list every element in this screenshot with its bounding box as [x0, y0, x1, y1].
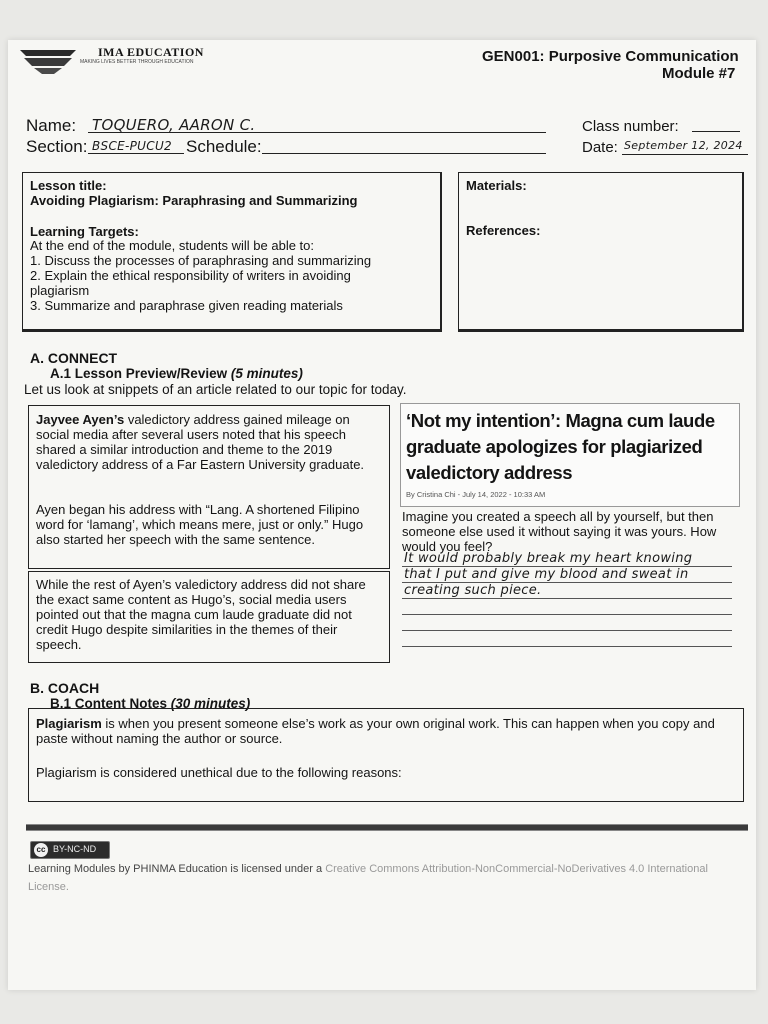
learning-target-item: 3. Summarize and paraphrase given reading materials	[30, 298, 343, 313]
article-para-2: Ayen began his address with “Lang. A shortened Filipino word for ‘lamang’, which means mere, just or only.” Hugo also started her speech with the same sentence.	[36, 502, 364, 547]
date-line	[622, 154, 748, 155]
name-field[interactable]: TOQUERO, AARON C.	[92, 116, 256, 134]
date-label: Date:	[582, 139, 618, 156]
org-name: IMA EDUCATION	[98, 45, 204, 59]
article-byline: By Cristina Chi - July 14, 2022 - 10:33 AM	[406, 490, 546, 499]
connect-heading: A. CONNECT	[30, 350, 118, 366]
learning-target-item: 1. Discuss the processes of paraphrasing and summarizing	[30, 253, 372, 268]
handwritten-answer-line[interactable]: It would probably break my heart knowing	[404, 551, 693, 566]
answer-line	[402, 646, 732, 647]
learning-targets-label: Learning Targets:	[30, 224, 139, 239]
handwritten-answer-line[interactable]: that I put and give my blood and sweat in	[404, 567, 689, 582]
section-field[interactable]: BSCE-PUCU2	[92, 139, 172, 153]
plagiarism-reasons: Plagiarism is considered unethical due to the following reasons:	[36, 765, 402, 780]
schedule-label: Schedule:	[186, 137, 262, 156]
cc-license-badge	[30, 841, 110, 859]
answer-line	[402, 630, 732, 631]
lesson-preview-time: (5 minutes)	[230, 366, 303, 381]
class-number-field[interactable]	[692, 131, 740, 132]
handwritten-answer-line[interactable]: creating such piece.	[404, 583, 542, 598]
content-notes-label: B.1 Content Notes	[50, 696, 168, 711]
license-text	[28, 860, 743, 896]
lesson-title-label: Lesson title:	[30, 178, 107, 193]
plagiarism-definition-text: is when you present someone else’s work as your own original work. This can happen when you copy and paste without naming the author or source.	[36, 716, 715, 746]
logo-emblem-icon	[18, 44, 78, 74]
article-para-1-text: valedictory address gained mileage on social media after several users noted that his speech shared a similar introduction and theme to the 2019 valedictory address of a Far Eastern University graduate.	[36, 412, 365, 472]
answer-line	[402, 598, 732, 599]
plagiarism-term: Plagiarism	[36, 716, 102, 731]
lesson-title: Avoiding Plagiarism: Paraphrasing and Summarizing	[30, 193, 358, 208]
license-text-start: Learning Modules by PHINMA Education is licensed under a	[28, 863, 323, 875]
article-para-1	[36, 412, 386, 472]
connect-intro: Let us look at snippets of an article related to our topic for today.	[24, 382, 407, 397]
person-name: Jayvee Ayen’s	[36, 412, 125, 427]
date-field[interactable]: September 12, 2024	[624, 139, 743, 152]
materials-label: Materials:	[466, 178, 527, 193]
coach-heading: B. COACH	[30, 680, 100, 696]
lesson-preview-label: A.1 Lesson Preview/Review	[50, 366, 228, 381]
learning-targets-intro: At the end of the module, students will be able to:	[30, 238, 315, 253]
cc-badge-text: BY-NC-ND	[53, 844, 97, 854]
section-line	[88, 153, 184, 154]
reflection-prompt: Imagine you created a speech all by yourself, but then someone else used it without saying it was yours. How would you feel?	[402, 509, 717, 554]
schedule-field[interactable]	[262, 153, 546, 154]
answer-line	[402, 614, 732, 615]
class-number-label: Class number:	[582, 118, 679, 135]
course-code: GEN001: Purposive Communication	[482, 48, 739, 65]
org-tagline: MAKING LIVES BETTER THROUGH EDUCATION	[80, 59, 194, 65]
name-label: Name:	[26, 116, 77, 135]
references-label: References:	[466, 223, 541, 238]
phinma-logo	[18, 44, 78, 74]
article-para-3: While the rest of Ayen’s valedictory address did not share the exact same content as Hugo’s, social media users pointed out that the magna cum laude graduate did not credit Hugo despite similarities in the themes of their speech.	[36, 577, 366, 652]
license-text-end: International License.	[28, 863, 708, 893]
materials-box	[458, 172, 744, 332]
content-notes-time: (30 minutes)	[170, 696, 251, 711]
cc-icon: cc	[34, 843, 48, 857]
article-headline: ‘Not my intention’: Magna cum laude graduate apologizes for plagiarized valedictory address	[406, 410, 715, 483]
learning-target-item: 2. Explain the ethical responsibility of writers in avoiding	[30, 268, 351, 283]
footer-divider	[26, 824, 748, 831]
section-label: Section:	[26, 137, 88, 156]
license-link[interactable]: Creative Commons Attribution-NonCommercial-NoDerivatives 4.0	[325, 863, 645, 875]
module-number: Module #7	[662, 65, 736, 82]
learning-target-item: plagiarism	[30, 283, 90, 298]
plagiarism-definition	[36, 716, 736, 746]
lesson-preview-title	[50, 366, 303, 381]
